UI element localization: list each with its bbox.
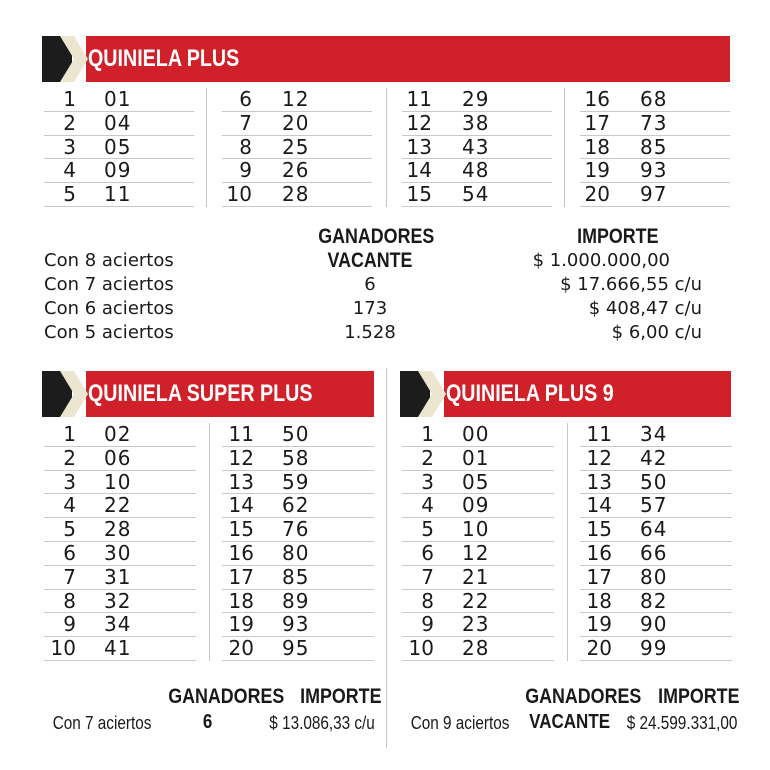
number-row: [222, 566, 374, 590]
number-row: [580, 159, 730, 183]
draw-position: 5: [421, 517, 434, 542]
draw-position: 6: [421, 541, 434, 565]
number-row: [44, 637, 196, 661]
drawn-number: 59: [282, 469, 310, 494]
number-row: [580, 136, 730, 160]
drawn-number: 57: [640, 493, 668, 518]
number-row: [222, 112, 372, 136]
quiniela-plus-title: QUINIELA PLUS: [88, 45, 240, 72]
chevron-decoration-icon: [60, 371, 90, 417]
number-row: [402, 447, 554, 471]
drawn-number: 02: [104, 422, 132, 446]
column-divider: [206, 88, 207, 207]
number-row: [402, 518, 554, 542]
number-row: [580, 613, 732, 637]
prize-label: Con 8 aciertos: [44, 250, 174, 271]
prize-ganadores: 1.528: [344, 322, 396, 343]
draw-position: 11: [586, 422, 612, 446]
drawn-number: 28: [462, 636, 490, 661]
number-row: [44, 613, 196, 637]
column-divider: [567, 423, 568, 661]
drawn-number: 62: [282, 493, 310, 518]
number-row: [222, 518, 374, 542]
draw-position: 20: [586, 636, 612, 661]
drawn-number: 09: [104, 158, 132, 183]
drawn-number: 85: [640, 134, 668, 159]
number-row: [580, 637, 732, 661]
prize-importe: $ 408,47 c/u: [588, 298, 702, 319]
draw-position: 8: [239, 134, 252, 159]
drawn-number: 28: [282, 182, 310, 207]
qp9-prize-importe: $ 24.599.331,00: [626, 713, 738, 733]
draw-position: 9: [421, 612, 434, 637]
drawn-number: 10: [462, 517, 490, 542]
drawn-number: 22: [462, 588, 490, 613]
number-row: [44, 423, 196, 447]
drawn-number: 10: [104, 469, 132, 494]
number-row: [580, 447, 732, 471]
number-row: [222, 637, 374, 661]
draw-position: 6: [239, 87, 252, 111]
draw-position: 11: [228, 422, 254, 446]
number-row: [44, 136, 194, 160]
draw-position: 8: [63, 588, 76, 613]
drawn-number: 82: [640, 588, 668, 613]
draw-position: 2: [421, 445, 434, 470]
number-row: [402, 159, 552, 183]
qp9-prize-ganadores: VACANTE: [529, 711, 611, 733]
prize-ganadores: 173: [352, 298, 388, 319]
number-row: [44, 183, 194, 207]
drawn-number: 68: [640, 87, 668, 111]
draw-position: 3: [63, 469, 76, 494]
number-row: [44, 471, 196, 495]
prize-label: Con 6 aciertos: [44, 298, 174, 319]
number-row: [402, 112, 552, 136]
qsp-importe-header: IMPORTE: [300, 685, 382, 708]
draw-position: 9: [63, 612, 76, 637]
drawn-number: 05: [462, 469, 490, 494]
drawn-number: 22: [104, 493, 132, 518]
column-divider: [209, 423, 210, 661]
qp9-prize-label: Con 9 aciertos: [410, 713, 510, 733]
qp-ganadores-header: GANADORES: [318, 225, 435, 248]
drawn-number: 11: [104, 182, 132, 207]
drawn-number: 41: [104, 636, 132, 661]
drawn-number: 30: [104, 541, 132, 565]
drawn-number: 01: [462, 445, 490, 470]
draw-position: 17: [584, 110, 610, 135]
prize-importe: $ 1.000.000,00: [532, 250, 670, 271]
chevron-decoration-icon: [60, 36, 90, 82]
draw-position: 4: [63, 493, 76, 518]
draw-position: 4: [421, 493, 434, 518]
qsp-prize-importe: $ 13.086,33 c/u: [269, 713, 375, 733]
draw-position: 18: [584, 134, 610, 159]
drawn-number: 50: [640, 469, 668, 494]
quiniela-plus-header: [42, 36, 730, 82]
number-row: [402, 566, 554, 590]
drawn-number: 12: [462, 541, 490, 565]
number-row: [44, 518, 196, 542]
draw-position: 17: [586, 564, 612, 589]
draw-position: 7: [421, 564, 434, 589]
draw-position: 3: [63, 134, 76, 159]
drawn-number: 50: [282, 422, 310, 446]
drawn-number: 76: [282, 517, 310, 542]
draw-position: 13: [406, 134, 432, 159]
prize-ganadores: VACANTE: [327, 249, 413, 272]
draw-position: 12: [406, 110, 432, 135]
drawn-number: 93: [640, 158, 668, 183]
number-row: [580, 423, 732, 447]
prize-label: Con 5 aciertos: [44, 322, 174, 343]
draw-position: 16: [584, 87, 610, 111]
number-row: [580, 88, 730, 112]
draw-position: 9: [239, 158, 252, 183]
draw-position: 16: [586, 541, 612, 565]
drawn-number: 99: [640, 636, 668, 661]
draw-position: 8: [421, 588, 434, 613]
drawn-number: 28: [104, 517, 132, 542]
prize-ganadores: 6: [364, 274, 376, 295]
draw-position: 17: [228, 564, 254, 589]
drawn-number: 89: [282, 588, 310, 613]
drawn-number: 20: [282, 110, 310, 135]
qp-importe-header: IMPORTE: [577, 225, 659, 248]
number-row: [402, 471, 554, 495]
draw-position: 7: [239, 110, 252, 135]
drawn-number: 80: [282, 541, 310, 565]
draw-position: 1: [63, 87, 76, 111]
qp9-importe-header: IMPORTE: [658, 685, 740, 708]
draw-position: 15: [586, 517, 612, 542]
drawn-number: 38: [462, 110, 490, 135]
drawn-number: 05: [104, 134, 132, 159]
draw-position: 18: [228, 588, 254, 613]
number-row: [402, 542, 554, 566]
qp9-ganadores-header: GANADORES: [525, 685, 642, 708]
drawn-number: 12: [282, 87, 310, 111]
draw-position: 20: [584, 182, 610, 207]
draw-position: 15: [406, 182, 432, 207]
number-row: [580, 542, 732, 566]
quiniela-super-plus-header: [42, 371, 374, 417]
number-row: [580, 112, 730, 136]
drawn-number: 64: [640, 517, 668, 542]
number-row: [580, 518, 732, 542]
draw-position: 19: [228, 612, 254, 637]
number-row: [44, 566, 196, 590]
number-row: [44, 88, 194, 112]
draw-position: 2: [63, 445, 76, 470]
draw-position: 19: [584, 158, 610, 183]
draw-position: 12: [228, 445, 254, 470]
qsp-prize-label: Con 7 aciertos: [52, 713, 152, 733]
drawn-number: 26: [282, 158, 310, 183]
draw-position: 13: [228, 469, 254, 494]
draw-position: 6: [63, 541, 76, 565]
number-row: [222, 136, 372, 160]
drawn-number: 42: [640, 445, 668, 470]
draw-position: 13: [586, 469, 612, 494]
number-row: [402, 183, 552, 207]
number-row: [402, 88, 552, 112]
number-row: [580, 183, 730, 207]
prize-importe: $ 6,00 c/u: [611, 322, 702, 343]
number-row: [402, 613, 554, 637]
drawn-number: 01: [104, 87, 132, 111]
number-row: [580, 494, 732, 518]
draw-position: 16: [228, 541, 254, 565]
drawn-number: 43: [462, 134, 490, 159]
drawn-number: 06: [104, 445, 132, 470]
draw-position: 4: [63, 158, 76, 183]
number-row: [222, 590, 374, 614]
number-row: [44, 590, 196, 614]
qsp-ganadores-header: GANADORES: [168, 685, 285, 708]
draw-position: 7: [63, 564, 76, 589]
drawn-number: 31: [104, 564, 132, 589]
drawn-number: 34: [640, 422, 668, 446]
drawn-number: 80: [640, 564, 668, 589]
number-row: [222, 183, 372, 207]
draw-position: 2: [63, 110, 76, 135]
quiniela-super-plus-title: QUINIELA SUPER PLUS: [88, 380, 313, 407]
number-row: [222, 613, 374, 637]
drawn-number: 21: [462, 564, 490, 589]
drawn-number: 85: [282, 564, 310, 589]
drawn-number: 00: [462, 422, 490, 446]
number-row: [222, 447, 374, 471]
number-row: [222, 494, 374, 518]
draw-position: 19: [586, 612, 612, 637]
drawn-number: 34: [104, 612, 132, 637]
number-row: [44, 112, 194, 136]
column-divider: [564, 88, 565, 207]
drawn-number: 73: [640, 110, 668, 135]
prize-importe: $ 17.666,55 c/u: [560, 274, 702, 295]
number-row: [402, 136, 552, 160]
quiniela-plus-9-title: QUINIELA PLUS 9: [446, 380, 614, 407]
drawn-number: 58: [282, 445, 310, 470]
drawn-number: 25: [282, 134, 310, 159]
draw-position: 12: [586, 445, 612, 470]
column-divider: [386, 88, 387, 207]
number-row: [44, 447, 196, 471]
draw-position: 1: [421, 422, 434, 446]
drawn-number: 93: [282, 612, 310, 637]
number-row: [580, 471, 732, 495]
number-row: [222, 423, 374, 447]
drawn-number: 09: [462, 493, 490, 518]
number-row: [222, 88, 372, 112]
number-row: [222, 159, 372, 183]
draw-position: 10: [226, 182, 252, 207]
section-divider: [386, 368, 387, 748]
number-row: [222, 542, 374, 566]
quiniela-plus-9-header: [400, 371, 731, 417]
qsp-prize-ganadores: 6: [202, 711, 213, 733]
drawn-number: 29: [462, 87, 490, 111]
draw-position: 14: [406, 158, 432, 183]
draw-position: 10: [408, 636, 434, 661]
number-row: [402, 637, 554, 661]
drawn-number: 32: [104, 588, 132, 613]
number-row: [402, 590, 554, 614]
draw-position: 14: [586, 493, 612, 518]
drawn-number: 97: [640, 182, 668, 207]
drawn-number: 66: [640, 541, 668, 565]
drawn-number: 90: [640, 612, 668, 637]
number-row: [580, 566, 732, 590]
drawn-number: 23: [462, 612, 490, 637]
number-row: [580, 590, 732, 614]
prize-label: Con 7 aciertos: [44, 274, 174, 295]
number-row: [44, 494, 196, 518]
draw-position: 15: [228, 517, 254, 542]
draw-position: 10: [50, 636, 76, 661]
drawn-number: 54: [462, 182, 490, 207]
draw-position: 5: [63, 517, 76, 542]
draw-position: 1: [63, 422, 76, 446]
drawn-number: 48: [462, 158, 490, 183]
number-row: [44, 542, 196, 566]
draw-position: 5: [63, 182, 76, 207]
draw-position: 11: [406, 87, 432, 111]
drawn-number: 04: [104, 110, 132, 135]
number-row: [44, 159, 194, 183]
chevron-decoration-icon: [418, 371, 448, 417]
draw-position: 3: [421, 469, 434, 494]
draw-position: 18: [586, 588, 612, 613]
draw-position: 14: [228, 493, 254, 518]
draw-position: 20: [228, 636, 254, 661]
drawn-number: 95: [282, 636, 310, 661]
number-row: [402, 423, 554, 447]
number-row: [222, 471, 374, 495]
number-row: [402, 494, 554, 518]
